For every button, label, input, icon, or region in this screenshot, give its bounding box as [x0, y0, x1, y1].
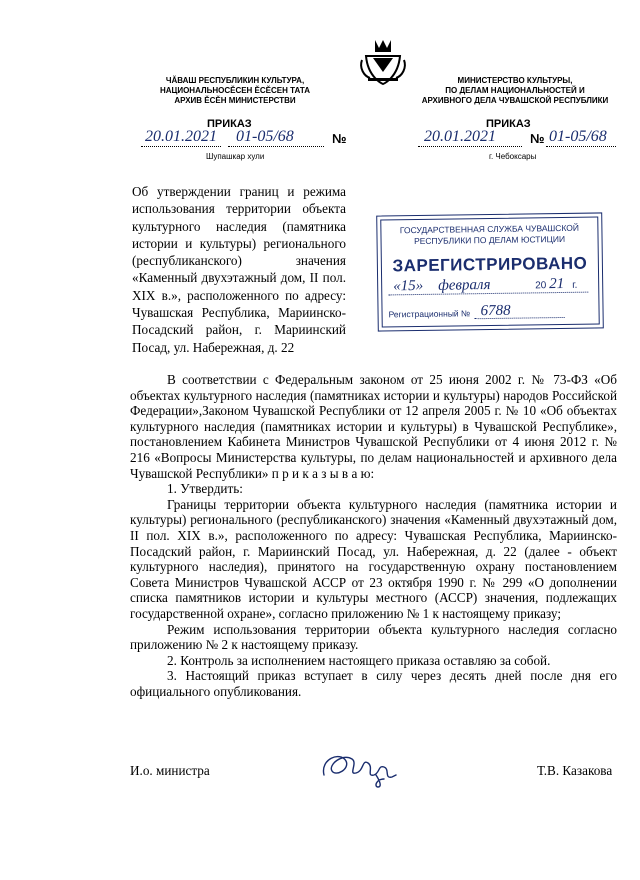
- signatory-position: И.о. министра: [130, 763, 210, 778]
- stamp-day-value: 15: [400, 278, 416, 295]
- document-subject-title: Об утверждении границ и режима использования территории объекта культурного наследия (памятника истории и культуры) регионального (республиканского) значения «Каменный двухэтажный дом, II пол. XIX в.», расположенного по адресу: Чувашская Республика, Мариинско-Посадский район, г. Мариинский Посад, ул. Набережная, д. 22: [132, 184, 346, 355]
- right-number-sign: №: [530, 131, 545, 146]
- right-date-underline: [418, 146, 522, 147]
- body-paragraph-item-2: 2. Контроль за исполнением настоящего приказа оставляю за собой.: [167, 652, 551, 668]
- stamp-agency-line: РЕСПУБЛИКИ ПО ДЕЛАМ ЮСТИЦИИ: [413, 233, 566, 247]
- left-number-underline: [228, 146, 324, 147]
- stamp-day: «15»: [393, 277, 424, 295]
- document-body: [130, 372, 617, 699]
- right-number-underline: [546, 146, 616, 147]
- handwritten-signature: [318, 745, 400, 789]
- body-paragraph-item-3: 3. Настоящий приказ вступает в силу через десять дней после дня его официального опубликования.: [130, 668, 617, 699]
- stamp-month: февраля: [438, 276, 491, 294]
- registration-stamp: [376, 212, 604, 331]
- body-paragraph-item-1: 1. Утвердить:: [167, 481, 243, 497]
- stamp-year-suffix: 21: [549, 275, 565, 293]
- right-date: 20.01.2021: [424, 128, 496, 145]
- stamp-agency: [377, 222, 601, 247]
- ministry-name-russian-line: АРХИВНОГО ДЕЛА ЧУВАШСКОЙ РЕСПУБЛИКИ: [421, 96, 609, 105]
- body-paragraph-regime: Режим использования территории объекта культурного наследия согласно приложению № 2 к настоящему приказу.: [130, 621, 617, 653]
- signatory-name: Т.В. Казакова: [537, 763, 613, 778]
- stamp-year-g: г.: [572, 279, 578, 291]
- ministry-name-russian-line: ПО ДЕЛАМ НАЦИОНАЛЬНОСТЕЙ И: [445, 86, 585, 95]
- right-city: г. Чебоксары: [489, 152, 537, 161]
- stamp-year-prefix: 20: [535, 280, 547, 292]
- ministry-name-chuvash-line: АРХИВ ĔСĔН МИНИСТЕРСТВИ: [174, 96, 296, 105]
- ministry-name-chuvash-line: ЧӐВАШ РЕСПУБЛИКИН КУЛЬТУРА,: [165, 76, 305, 85]
- ministry-name-chuvash-line: НАЦИОНАЛЬНОСĔСЕН ĔСĔСЕН ТАТА: [159, 86, 311, 95]
- left-date: 20.01.2021: [145, 128, 217, 145]
- right-number: 01-05/68: [549, 128, 607, 145]
- ministry-name-russian-line: МИНИСТЕРСТВО КУЛЬТУРЫ,: [457, 76, 573, 85]
- order-title-right: ПРИКАЗ: [486, 118, 531, 130]
- order-title-left: ПРИКАЗ: [207, 118, 252, 130]
- stamp-reg-number: 6788: [480, 302, 511, 320]
- ministry-name-chuvash: [140, 76, 330, 106]
- stamp-registered: ЗАРЕГИСТРИРОВАНО: [392, 253, 588, 276]
- left-date-underline: [141, 146, 221, 147]
- body-paragraph-boundaries: Границы территории объекта культурного наследия (памятника истории и культуры) регионального (республиканского) значения «Каменный двухэтажный дом, II пол. XIX в.», расположенного по адресу: Чувашская Республика, Мариинско-Посадский район, г. Мариинский Посад, ул. Набережная, д. 22 (далее - объект культурного наследия), принятого на государственную охрану постановлением Совета Министров Чувашской АССР от 23 октября 1990 г. № 299 «О дополнении списка памятников истории и культуры местного (АССР) значения, подлежащих государственной охране», согласно приложению № 1 к настоящему приказу;: [130, 496, 617, 621]
- body-paragraph-preamble: В соответствии с Федеральным законом от 25 июня 2002 г. № 73-ФЗ «Об объектах культурного наследия (памятниках истории и культуры) народов Российской Федерации»,Законом Чувашской Республики от 12 апреля 2005 г. № 10 «Об объектах культурного наследия (памятниках истории и культуры) в Чувашской Республике», постановлением Кабинета Министров Чувашской Республики от 4 июня 2012 г. № 216 «Вопросы Министерства культуры, по делам национальностей и архивного дела Чувашской Республики» п р и к а з ы в а ю:: [130, 372, 617, 481]
- left-number-sign: №: [332, 131, 347, 146]
- left-city: Шупашкар хули: [206, 152, 265, 161]
- stamp-agency-line: ГОСУДАРСТВЕННАЯ СЛУЖБА ЧУВАШСКОЙ: [399, 222, 580, 236]
- coat-of-arms-emblem: [358, 38, 408, 86]
- ministry-name-russian: [410, 76, 620, 106]
- left-number: 01-05/68: [236, 128, 294, 145]
- stamp-reg-label: Регистрационный №: [388, 308, 471, 320]
